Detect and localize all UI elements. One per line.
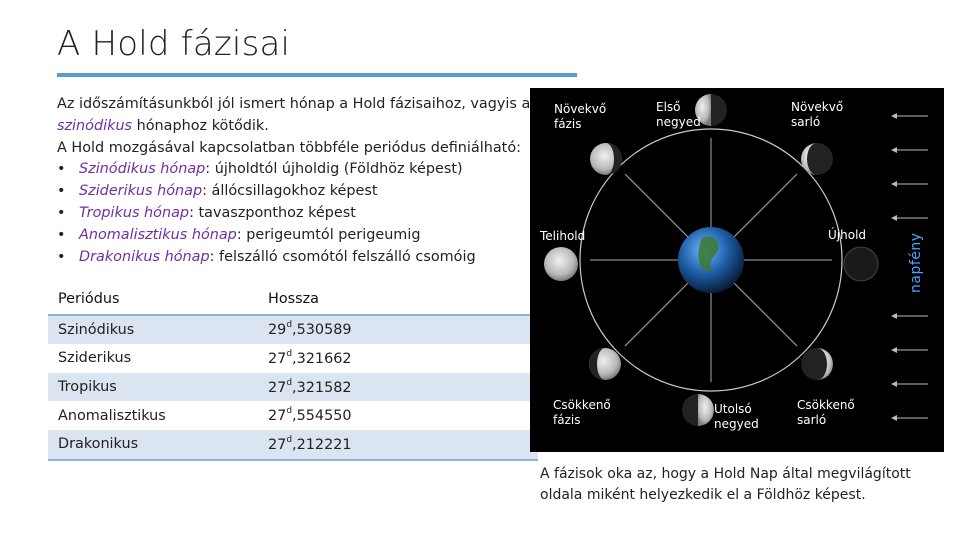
label-new-moon: Újhold — [828, 228, 867, 242]
intro-line — [57, 116, 532, 138]
table-row — [48, 401, 538, 430]
period-name: Sziderikus — [48, 344, 258, 373]
moon-new — [844, 247, 878, 281]
period-length: 27$^d$,321662 — [258, 344, 538, 373]
intro-line: Az időszámításunkból jól ismert hónap a Hold fázisaihoz, vagyis a — [57, 96, 531, 112]
period-table — [48, 285, 538, 461]
intro-line-rest: hónaphoz kötődik. — [132, 117, 269, 134]
list-item — [57, 203, 532, 225]
definition-text: : perigeumtól perigeumig — [236, 226, 421, 243]
column-header: Hossza — [258, 285, 538, 315]
label-waxing-gibbous: Növekvő fázis — [554, 102, 607, 131]
list-item — [57, 181, 532, 203]
page-title: A Hold fázisai — [57, 24, 291, 64]
emphasis-term: Tropikus hónap — [79, 204, 190, 221]
period-length: 27$^d$,554550 — [258, 401, 538, 430]
list-item — [57, 159, 532, 181]
table-row — [48, 315, 538, 345]
period-length: 27$^d$,212221 — [258, 430, 538, 460]
list-item — [57, 225, 532, 247]
table-row — [48, 344, 538, 373]
period-length: 29$^d$,530589 — [258, 315, 538, 345]
title-underline — [57, 73, 577, 77]
table-row — [48, 373, 538, 402]
diagram-caption: A fázisok oka az, hogy a Hold Nap által megvilágított oldala miként helyezkedik el a Földhöz képest. — [540, 466, 911, 503]
moon-waning-gibbous — [589, 348, 621, 380]
table-row — [48, 430, 538, 460]
period-name: Tropikus — [48, 373, 258, 402]
intro-line: A Hold mozgásával kapcsolatban többféle periódus definiálható: — [57, 139, 521, 156]
list-item — [57, 247, 532, 269]
emphasis-term: Drakonikus hónap — [79, 248, 210, 265]
moon-full — [544, 247, 578, 281]
moon-last-quarter — [682, 394, 714, 426]
definition-text: : felszálló csomótól felszálló csomóig — [209, 248, 476, 265]
period-definition-list — [57, 159, 532, 268]
moon-phases-diagram — [530, 88, 944, 452]
period-name: Drakonikus — [48, 430, 258, 460]
table-header-row — [48, 285, 538, 315]
definition-text: : állócsillagokhoz képest — [202, 183, 378, 200]
period-name: Szinódikus — [48, 315, 258, 345]
period-name: Anomalisztikus — [48, 401, 258, 430]
emphasis-term: szinódikus — [57, 117, 133, 134]
definition-text: : újholdtól újholdig (Földhöz képest) — [205, 161, 463, 178]
intro-text — [57, 94, 532, 268]
label-waning-gibbous: Csökkenő fázis — [553, 398, 611, 427]
sunlight-label: napfény — [908, 232, 924, 293]
moon-waxing-gibbous — [590, 143, 622, 175]
label-full-moon: Telihold — [540, 229, 586, 243]
moon-waning-crescent — [801, 348, 833, 380]
label-first-quarter: Első negyed — [656, 100, 701, 129]
label-waning-crescent: Csökkenő sarló — [797, 398, 855, 427]
label-waxing-crescent: Növekvő sarló — [791, 100, 844, 129]
emphasis-term: Sziderikus hónap — [79, 183, 203, 200]
period-length: 27$^d$,321582 — [258, 373, 538, 402]
column-header: Periódus — [48, 285, 258, 315]
emphasis-term: Anomalisztikus hónap — [79, 226, 237, 243]
moon-waxing-crescent — [801, 143, 833, 175]
definition-text: : tavaszponthoz képest — [189, 204, 356, 221]
emphasis-term: Szinódikus hónap — [79, 161, 206, 178]
label-last-quarter: Utolsó negyed — [714, 402, 759, 431]
